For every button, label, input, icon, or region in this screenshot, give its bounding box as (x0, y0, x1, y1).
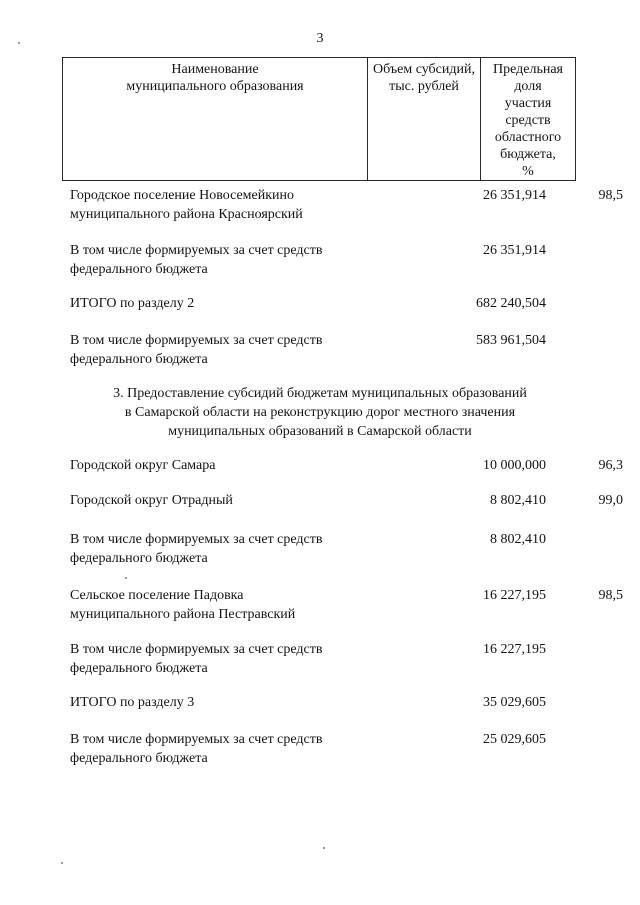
header-table (62, 57, 576, 181)
row-volume: 35 029,605 (483, 695, 546, 710)
scan-speck (18, 42, 20, 44)
section-3-title: 3. Предоставление субсидий бюджетам муниципальных образований в Самарской области на реконструкцию дорог местного значения муниципальных образований в Самарской области (113, 386, 527, 439)
row-volume: 16 227,195 (483, 588, 546, 603)
scan-speck (125, 577, 127, 579)
header-municipality-name-text: Наименование муниципального образования (126, 62, 304, 94)
row-name: ИТОГО по разделу 3 (70, 695, 195, 710)
header-budget-share (481, 58, 576, 181)
header-row (63, 58, 576, 181)
row-share: 98,5 (598, 188, 623, 203)
row-name: В том числе формируемых за счет средств федерального бюджета (70, 642, 323, 676)
row-volume: 16 227,195 (483, 642, 546, 657)
row-volume: 10 000,000 (483, 458, 546, 473)
row-volume: 682 240,504 (476, 296, 546, 311)
row-name: ИТОГО по разделу 2 (70, 296, 195, 311)
row-share: 99,0 (598, 493, 623, 508)
scan-speck (323, 847, 325, 849)
row-volume: 26 351,914 (483, 188, 546, 203)
row-name: Сельское поселение Падовка муниципального района Пестравский (70, 588, 296, 622)
row-name: В том числе формируемых за счет средств федерального бюджета (70, 243, 323, 277)
row-name: Городской округ Отрадный (70, 493, 233, 508)
row-name: В том числе формируемых за счет средств федерального бюджета (70, 333, 323, 367)
header-budget-share-text: Предельная доля участия средств областного бюджета, % (493, 62, 563, 179)
row-volume: 25 029,605 (483, 732, 546, 747)
row-name: Городское поселение Новосемейкино муниципального района Красноярский (70, 188, 303, 222)
header-subsidy-volume (368, 58, 481, 181)
row-volume: 583 961,504 (476, 333, 546, 348)
row-share: 98,5 (598, 588, 623, 603)
row-share: 96,3 (598, 458, 623, 473)
page-number: 3 (316, 31, 324, 46)
row-name: В том числе формируемых за счет средств федерального бюджета (70, 532, 323, 566)
row-name: Городской округ Самара (70, 458, 216, 473)
row-name: В том числе формируемых за счет средств федерального бюджета (70, 732, 323, 766)
header-subsidy-volume-text: Объем субсидий, тыс. рублей (373, 62, 475, 94)
row-volume: 26 351,914 (483, 243, 546, 258)
row-volume: 8 802,410 (490, 493, 546, 508)
row-volume: 8 802,410 (490, 532, 546, 547)
scan-speck (61, 862, 63, 864)
header-municipality-name (63, 58, 368, 181)
